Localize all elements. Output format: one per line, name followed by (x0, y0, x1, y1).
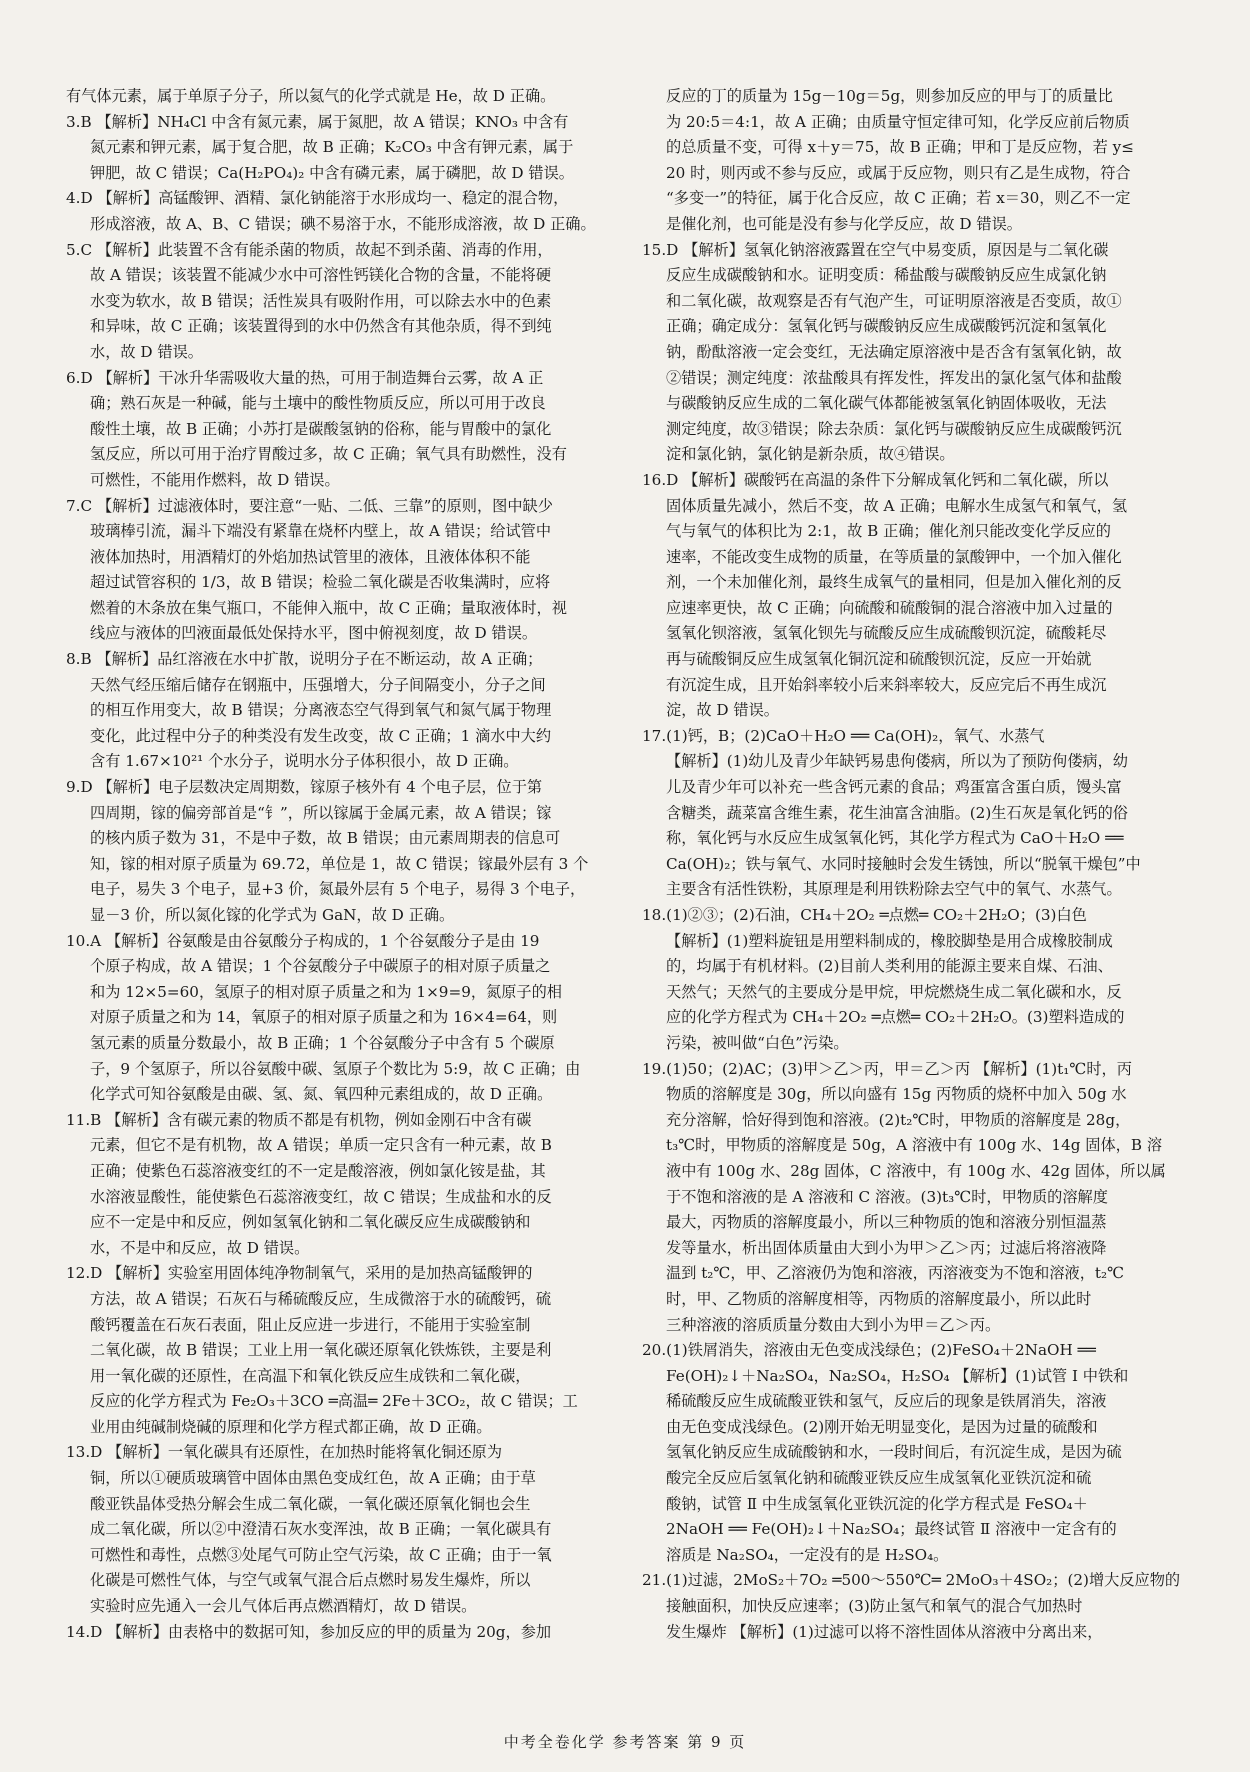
text-line: 2NaOH ══ Fe(OH)₂↓＋Na₂SO₄；最终试管 Ⅱ 溶液中一定含有的 (666, 1520, 1117, 1539)
text-line: 氢反应，所以可用于治疗胃酸过多，故 C 正确；氧气具有助燃性，没有 (90, 445, 567, 464)
text-line: 5.C 【解析】此装置不含有能杀菌的物质，故起不到杀菌、消毒的作用， (66, 240, 553, 259)
text-line: 化碳是可燃性气体，与空气或氧气混合后点燃时易发生爆炸，所以 (90, 1571, 531, 1590)
text-line: 19.(1)50；(2)AC；(3)甲＞乙＞丙，甲＝乙＞丙 【解析】(1)t₁℃时，丙 (642, 1059, 1132, 1078)
text-line: 成二氧化碳，所以②中澄清石灰水变浑浊，故 B 正确；一氧化碳具有 (90, 1520, 552, 1539)
text-line: 16.D 【解析】碳酸钙在高温的条件下分解成氧化钙和二氧化碳，所以 (642, 470, 1109, 489)
text-line: 氢元素的质量分数最小，故 B 正确；1 个谷氨酸分子中含有 5 个碳原 (90, 1033, 555, 1052)
text-line: 【解析】(1)幼儿及青少年缺钙易患佝偻病，所以为了预防佝偻病，幼 (666, 752, 1128, 771)
text-line: “多变一”的特征，属于化合反应，故 C 正确；若 x＝30，则乙不一定 (666, 189, 1131, 208)
text-line: 再与硫酸铜反应生成氢氧化铜沉淀和硫酸钡沉淀，反应一开始就 (666, 650, 1092, 669)
text-line: 速率，不能改变生成物的质量，在等质量的氯酸钾中，一个加入催化 (666, 547, 1122, 566)
text-line: 污染，被叫做“白色”污染。 (666, 1033, 849, 1052)
text-line: 水，不是中和反应，故 D 错误。 (90, 1238, 310, 1257)
right-column (642, 84, 1194, 1645)
text-line: 淀和氯化钠，氯化钠是新杂质，故④错误。 (666, 445, 955, 464)
text-line: 固体质量先减小，然后不变，故 A 正确；电解水生成氢气和氧气，氢 (666, 496, 1128, 515)
text-line: 7.C 【解析】过滤液体时，要注意“一贴、二低、三靠”的原则，图中缺少 (66, 496, 553, 515)
text-line: 正确；使紫色石蕊溶液变红的不一定是酸溶液，例如氯化铵是盐，其 (90, 1161, 546, 1180)
text-line: 可燃性和毒性，点燃③处尾气可防止空气污染，故 C 正确；由于一氧 (90, 1545, 552, 1564)
text-line: 由无色变成浅绿色。(2)刚开始无明显变化，是因为过量的硫酸和 (666, 1417, 1098, 1436)
text-line: 天然气；天然气的主要成分是甲烷，甲烷燃烧生成二氧化碳和水，反 (666, 982, 1122, 1001)
text-line: 酸性土壤，故 B 正确；小苏打是碳酸氢钠的俗称，能与胃酸中的氯化 (90, 419, 552, 438)
text-line: 4.D 【解析】高锰酸钾、酒精、氯化钠能溶于水形成均一、稳定的混合物， (66, 189, 569, 208)
text-line: 最大，丙物质的溶解度最小，所以三种物质的饱和溶液分别恒温蒸 (666, 1213, 1107, 1232)
text-line: 氢氧化钡溶液，氢氧化钡先与硫酸反应生成硫酸钡沉淀，硫酸耗尽 (666, 624, 1107, 643)
text-line: 接触面积，加快反应速率；(3)防止氢气和氧气的混合气加热时 (666, 1597, 1083, 1616)
text-line: 13.D 【解析】一氧化碳具有还原性，在加热时能将氧化铜还原为 (66, 1443, 503, 1462)
text-line: 淀，故 D 错误。 (666, 701, 779, 720)
text-line: 11.B 【解析】含有碳元素的物质不都是有机物，例如金刚石中含有碳 (66, 1110, 532, 1129)
text-line: 14.D 【解析】由表格中的数据可知，参加反应的甲的质量为 20g，参加 (66, 1622, 552, 1641)
text-line: 20.(1)铁屑消失，溶液由无色变成浅绿色；(2)FeSO₄＋2NaOH ══ (642, 1341, 1096, 1360)
text-line: 稀硫酸反应生成硫酸亚铁和氢气，反应后的现象是铁屑消失，溶液 (666, 1392, 1107, 1411)
text-line: t₃℃时，甲物质的溶解度是 50g，A 溶液中有 100g 水、14g 固体，B 溶 (666, 1136, 1163, 1155)
text-line: 和二氧化碳，故观察是否有气泡产生，可证明原溶液是否变质，故① (666, 291, 1122, 310)
text-line: 化学式可知谷氨酸是由碳、氢、氮、氧四种元素组成的，故 D 正确。 (90, 1085, 553, 1104)
text-line: 四周期，镓的偏旁部首是“钅”，所以镓属于金属元素，故 A 错误；镓 (90, 803, 552, 822)
text-line: 【解析】(1)塑料旋钮是用塑料制成的，橡胶脚垫是用合成橡胶制成 (666, 931, 1113, 950)
text-line: 主要含有活性铁粉，其原理是利用铁粉除去空气中的氧气、水蒸气。 (666, 880, 1122, 899)
text-line: 发生爆炸 【解析】(1)过滤可以将不溶性固体从溶液中分离出来， (666, 1622, 1103, 1641)
text-line: 水变为软水，故 B 错误；活性炭具有吸附作用，可以除去水中的色素 (90, 291, 552, 310)
text-line: 含糖类，蔬菜富含维生素，花生油富含油脂。(2)生石灰是氧化钙的俗 (666, 803, 1128, 822)
text-line: 和异味，故 C 正确；该装置得到的水中仍然含有其他杂质，得不到纯 (90, 317, 552, 336)
text-line: Ca(OH)₂；铁与氧气、水同时接触时会发生锈蚀，所以“脱氧干燥包”中 (666, 854, 1141, 873)
text-line: 溶质是 Na₂SO₄，一定没有的是 H₂SO₄。 (666, 1545, 949, 1564)
text-line: 剂，一个未加催化剂，最终生成氧气的量相同，但是加入催化剂的反 (666, 573, 1122, 592)
text-line: 为 20:5＝4:1，故 A 正确；由质量守恒定律可知，化学反应前后物质 (666, 112, 1130, 131)
text-line: 液中有 100g 水、28g 固体，C 溶液中，有 100g 水、42g 固体，所以属 (666, 1161, 1166, 1180)
text-line: 氮元素和钾元素，属于复合肥，故 B 正确；K₂CO₃ 中含有钾元素，属于 (90, 138, 574, 157)
text-line: 燃着的木条放在集气瓶口，不能伸入瓶中，故 C 正确；量取液体时，视 (90, 598, 567, 617)
text-line: 应的化学方程式为 CH₄＋2O₂ ═点燃═ CO₂＋2H₂O。(3)塑料造成的 (666, 1008, 1125, 1027)
text-line: 电子，易失 3 个电子，显+3 价，氮最外层有 5 个电子，易得 3 个电子， (90, 880, 586, 899)
text-line: 气与氧气的体积比为 2:1，故 B 正确；催化剂只能改变化学反应的 (666, 522, 1111, 541)
text-line: 元素，但它不是有机物，故 A 错误；单质一定只含有一种元素，故 B (90, 1136, 552, 1155)
text-line: 3.B 【解析】NH₄Cl 中含有氮元素，属于氮肥，故 A 错误；KNO₃ 中含有 (66, 112, 569, 131)
text-line: ②错误；测定纯度：浓盐酸具有挥发性，挥发出的氯化氢气体和盐酸 (666, 368, 1122, 387)
text-line: 用一氧化碳的还原性，在高温下和氧化铁反应生成铁和二氧化碳， (90, 1366, 531, 1385)
text-line: 17.(1)钙，B；(2)CaO＋H₂O ══ Ca(OH)₂，氧气、水蒸气 (642, 726, 1045, 745)
text-line: 20 时，则丙或不参与反应，或属于反应物，则只有乙是生成物，符合 (666, 163, 1131, 182)
text-line: 个原子构成，故 A 错误；1 个谷氨酸分子中碳原子的相对原子质量之 (90, 957, 551, 976)
text-line: 对原子质量之和为 14，氧原子的相对原子质量之和为 16×4=64，则 (90, 1008, 558, 1027)
text-line: 天然气经压缩后储存在钢瓶中，压强增大，分子间隔变小，分子之间 (90, 675, 546, 694)
text-line: 方法，故 A 错误；石灰石与稀硫酸反应，生成微溶于水的硫酸钙，硫 (90, 1289, 552, 1308)
text-line: 有沉淀生成，且开始斜率较小后来斜率较大，反应完后不再生成沉 (666, 675, 1107, 694)
text-line: 酸亚铁晶体受热分解会生成二氧化碳，一氧化碳还原氧化铜也会生 (90, 1494, 531, 1513)
text-line: 变化，此过程中分子的种类没有发生改变，故 C 正确；1 滴水中大约 (90, 726, 552, 745)
text-line: 含有 1.67×10²¹ 个水分子，说明水分子体积很小，故 D 正确。 (90, 752, 519, 771)
text-line: 液体加热时，用酒精灯的外焰加热试管里的液体，且液体体积不能 (90, 547, 531, 566)
page-footer: 中考全卷化学 参考答案 第 9 页 (503, 1733, 747, 1751)
text-line: 充分溶解，恰好得到饱和溶液。(2)t₂℃时，甲物质的溶解度是 28g， (666, 1110, 1131, 1129)
text-line: 酸钙覆盖在石灰石表面，阻止反应进一步进行，不能用于实验室制 (90, 1315, 531, 1334)
text-line: 和为 12×5=60，氢原子的相对原子质量之和为 1×9=9，氮原子的相 (90, 982, 562, 1001)
text-line: 18.(1)②③；(2)石油，CH₄＋2O₂ ═点燃═ CO₂＋2H₂O；(3)白色 (642, 906, 1087, 924)
text-line: 测定纯度，故③错误；除去杂质：氯化钙与碳酸钠反应生成碳酸钙沉 (666, 419, 1122, 438)
text-line: 21.(1)过滤，2MoS₂＋7O₂ ═500～550℃═ 2MoO₃＋4SO₂；(2)增大反应物的 (642, 1571, 1181, 1590)
text-line: 的相互作用变大，故 B 错误；分离液态空气得到氧气和氮气属于物理 (90, 701, 552, 720)
text-line: 酸钠，试管 Ⅱ 中生成氢氧化亚铁沉淀的化学方程式是 FeSO₄＋ (666, 1494, 1088, 1513)
text-line: 故 A 错误；该装置不能减少水中可溶性钙镁化合物的含量，不能将硬 (90, 266, 552, 285)
text-line: 9.D 【解析】电子层数决定周期数，镓原子核外有 4 个电子层，位于第 (66, 778, 543, 797)
text-line: 的核内质子数为 31，不是中子数，故 B 错误；由元素周期表的信息可 (90, 829, 561, 848)
text-line: 8.B 【解析】品红溶液在水中扩散，说明分子在不断运动，故 A 正确； (66, 650, 543, 669)
text-line: 酸完全反应后氢氧化钠和硫酸亚铁反应生成氢氧化亚铁沉淀和硫 (666, 1469, 1092, 1488)
text-line: 业用由纯碱制烧碱的原理和化学方程式都正确，故 D 正确。 (90, 1417, 492, 1436)
text-line: 钾肥，故 C 错误；Ca(H₂PO₄)₂ 中含有磷元素，属于磷肥，故 D 错误。 (90, 163, 574, 182)
text-line: 应不一定是中和反应，例如氢氧化钠和二氧化碳反应生成碳酸钠和 (90, 1213, 531, 1232)
text-line: 超过试管容积的 1/3，故 B 错误；检验二氧化碳是否收集满时，应将 (90, 573, 551, 592)
text-line: 三种溶液的溶质质量分数由大到小为甲＝乙＞丙。 (666, 1315, 1001, 1334)
text-line: 发等量水，析出固体质量由大到小为甲＞乙＞丙；过滤后将溶液降 (666, 1238, 1107, 1257)
text-line: 氢氧化钠反应生成硫酸钠和水，一段时间后，有沉淀生成，是因为硫 (666, 1443, 1122, 1462)
text-line: 的，均属于有机材料。(2)目前人类利用的能源主要来自煤、石油、 (666, 957, 1113, 976)
text-line: 二氧化碳，故 B 错误；工业上用一氧化碳还原氧化铁炼铁，主要是利 (90, 1341, 552, 1360)
text-line: 反应的化学方程式为 Fe₂O₃＋3CO ═高温═ 2Fe＋3CO₂，故 C 错误；工 (90, 1392, 578, 1411)
text-line: 的总质量不变，可得 x＋y＝75，故 B 正确；甲和丁是反应物，若 y≤ (666, 138, 1134, 157)
text-line: 有气体元素，属于单原子分子，所以氦气的化学式就是 He，故 D 正确。 (66, 87, 556, 105)
text-line: 于不饱和溶液的是 A 溶液和 C 溶液。(3)t₃℃时，甲物质的溶解度 (666, 1187, 1108, 1206)
text-line: 子，9 个氢原子，所以谷氨酸中碳、氢原子个数比为 5:9，故 C 正确；由 (90, 1059, 581, 1078)
left-column (66, 84, 618, 1645)
text-line: 玻璃棒引流，漏斗下端没有紧靠在烧杯内壁上，故 A 错误；给试管中 (90, 522, 552, 541)
text-line: 水溶液显酸性，能使紫色石蕊溶液变红，故 C 错误；生成盐和水的反 (90, 1187, 552, 1206)
text-line: 线应与液体的凹液面最低处保持水平，图中俯视刻度，故 D 错误。 (90, 624, 538, 643)
text-line: 称，氧化钙与水反应生成氢氧化钙，其化学方程式为 CaO＋H₂O ══ (666, 829, 1124, 848)
text-line: 应速率更快，故 C 正确；向硫酸和硫酸铜的混合溶液中加入过量的 (666, 598, 1113, 617)
text-line: 物质的溶解度是 30g，所以向盛有 15g 丙物质的烧杯中加入 50g 水 (666, 1085, 1127, 1104)
text-line: 钠，酚酞溶液一定会变红，无法确定原溶液中是否含有氢氧化钠，故 (666, 342, 1122, 361)
text-line: 是催化剂，也可能是没有参与化学反应，故 D 错误。 (666, 214, 1022, 233)
text-line: 显－3 价，所以氮化镓的化学式为 GaN，故 D 正确。 (90, 906, 455, 924)
text-line: 15.D 【解析】氢氧化钠溶液露置在空气中易变质，原因是与二氧化碳 (642, 240, 1109, 259)
text-line: 铜，所以①硬质玻璃管中固体由黑色变成红色，故 A 正确；由于草 (90, 1469, 536, 1488)
text-line: 可燃性，不能用作燃料，故 D 错误。 (90, 470, 340, 489)
text-line: 10.A 【解析】谷氨酸是由谷氨酸分子构成的，1 个谷氨酸分子是由 19 (66, 931, 540, 950)
text-line: 12.D 【解析】实验室用固体纯净物制氧气，采用的是加热高锰酸钾的 (66, 1264, 533, 1283)
text-line: 反应的丁的质量为 15g－10g＝5g，则参加反应的甲与丁的质量比 (666, 87, 1113, 105)
text-line: 实验时应先通入一会儿气体后再点燃酒精灯，故 D 错误。 (90, 1597, 477, 1616)
text-line: 6.D 【解析】干冰升华需吸收大量的热，可用于制造舞台云雾，故 A 正 (66, 368, 544, 387)
text-line: 温到 t₂℃，甲、乙溶液仍为饱和溶液，丙溶液变为不饱和溶液，t₂℃ (666, 1264, 1125, 1283)
text-line: 反应生成碳酸钠和水。证明变质：稀盐酸与碳酸钠反应生成氯化钠 (666, 266, 1107, 285)
text-line: 儿及青少年可以补充一些含钙元素的食品；鸡蛋富含蛋白质，馒头富 (666, 778, 1122, 797)
text-line: 水，故 D 错误。 (90, 342, 203, 361)
text-line: Fe(OH)₂↓＋Na₂SO₄，Na₂SO₄，H₂SO₄ 【解析】(1)试管 Ⅰ 中铁和 (666, 1366, 1129, 1385)
text-line: 与碳酸钠反应生成的二氧化碳气体都能被氢氧化钠固体吸收，无法 (666, 394, 1107, 413)
text-line: 确；熟石灰是一种碱，能与土壤中的酸性物质反应，所以可用于改良 (90, 394, 546, 413)
text-line: 知，镓的相对原子质量为 69.72，单位是 1，故 C 错误；镓最外层有 3 个 (90, 854, 589, 873)
text-line: 时，甲、乙物质的溶解度相等，丙物质的溶解度最小，所以此时 (666, 1289, 1092, 1308)
text-line: 正确；确定成分：氢氧化钙与碳酸钠反应生成碳酸钙沉淀和氢氧化 (666, 317, 1107, 336)
text-line: 形成溶液，故 A、B、C 错误；碘不易溶于水，不能形成溶液，故 D 正确。 (90, 214, 596, 233)
